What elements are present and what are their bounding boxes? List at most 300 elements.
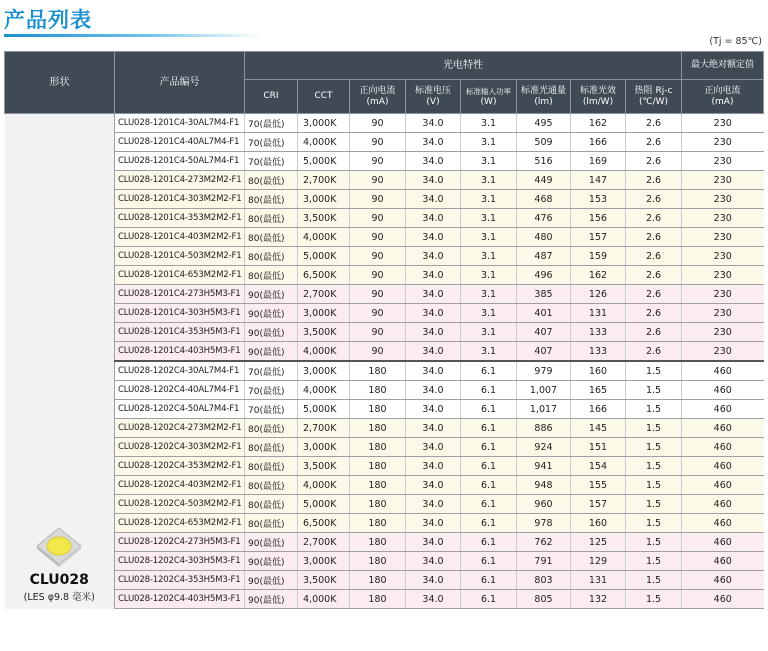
table-row	[5, 285, 764, 304]
power-cell: 6.1	[461, 438, 517, 457]
voltage-cell: 34.0	[406, 323, 461, 342]
page-title: 产品列表	[4, 8, 92, 32]
voltage-cell: 34.0	[406, 342, 461, 362]
cri-cell: 70(最低)	[245, 133, 298, 152]
fwd-current-cell: 90	[350, 323, 406, 342]
thermal-cell: 2.6	[626, 228, 682, 247]
efficacy-cell: 147	[571, 171, 626, 190]
voltage-cell: 34.0	[406, 457, 461, 476]
voltage-cell: 34.0	[406, 514, 461, 533]
efficacy-cell: 156	[571, 209, 626, 228]
max-current-cell: 460	[682, 419, 764, 438]
table-row	[5, 457, 764, 476]
voltage-cell: 34.0	[406, 133, 461, 152]
fwd-current-cell: 180	[350, 533, 406, 552]
cri-cell: 90(最低)	[245, 571, 298, 590]
power-cell: 6.1	[461, 495, 517, 514]
header-flux: 标准光通量 (lm)	[517, 80, 571, 114]
product-no-cell: CLU028-1202C4-40AL7M4-F1	[115, 381, 245, 400]
efficacy-cell: 159	[571, 247, 626, 266]
les-size: (LES φ9.8 毫米)	[23, 591, 95, 603]
voltage-cell: 34.0	[406, 552, 461, 571]
fwd-current-cell: 90	[350, 342, 406, 362]
flux-cell: 924	[517, 438, 571, 457]
header-efficacy: 标准光效 (lm/W)	[571, 80, 626, 114]
cct-cell: 3,000K	[298, 361, 350, 381]
cri-cell: 90(最低)	[245, 590, 298, 609]
fwd-current-cell: 90	[350, 152, 406, 171]
flux-cell: 407	[517, 342, 571, 362]
max-current-cell: 230	[682, 266, 764, 285]
fwd-current-cell: 90	[350, 228, 406, 247]
thermal-cell: 2.6	[626, 304, 682, 323]
product-no-cell: CLU028-1202C4-403H5M3-F1	[115, 590, 245, 609]
cri-cell: 90(最低)	[245, 304, 298, 323]
efficacy-cell: 155	[571, 476, 626, 495]
cct-cell: 3,500K	[298, 323, 350, 342]
thermal-cell: 2.6	[626, 114, 682, 133]
cct-cell: 3,000K	[298, 190, 350, 209]
power-cell: 3.1	[461, 342, 517, 362]
thermal-cell: 2.6	[626, 266, 682, 285]
power-cell: 6.1	[461, 514, 517, 533]
table-row	[5, 419, 764, 438]
efficacy-cell: 157	[571, 495, 626, 514]
product-no-cell: CLU028-1202C4-403M2M2-F1	[115, 476, 245, 495]
cct-cell: 3,000K	[298, 438, 350, 457]
max-current-cell: 230	[682, 323, 764, 342]
cct-cell: 2,700K	[298, 533, 350, 552]
table-row	[5, 590, 764, 609]
efficacy-cell: 157	[571, 228, 626, 247]
header-power: 标准输入功率 (W)	[461, 80, 517, 114]
fwd-current-cell: 90	[350, 209, 406, 228]
header-fwd-current: 正向电流 (mA)	[350, 80, 406, 114]
table-row	[5, 171, 764, 190]
fwd-current-cell: 180	[350, 552, 406, 571]
flux-cell: 495	[517, 114, 571, 133]
max-current-cell: 460	[682, 571, 764, 590]
cct-cell: 5,000K	[298, 400, 350, 419]
fwd-current-cell: 180	[350, 438, 406, 457]
efficacy-cell: 129	[571, 552, 626, 571]
header-cct: CCT	[298, 80, 350, 114]
table-row	[5, 209, 764, 228]
cri-cell: 80(最低)	[245, 247, 298, 266]
cri-cell: 80(最低)	[245, 419, 298, 438]
max-current-cell: 460	[682, 361, 764, 381]
product-no-cell: CLU028-1201C4-403M2M2-F1	[115, 228, 245, 247]
max-current-cell: 230	[682, 228, 764, 247]
cct-cell: 3,000K	[298, 552, 350, 571]
flux-cell: 487	[517, 247, 571, 266]
thermal-cell: 2.6	[626, 133, 682, 152]
efficacy-cell: 126	[571, 285, 626, 304]
voltage-cell: 34.0	[406, 590, 461, 609]
flux-cell: 960	[517, 495, 571, 514]
header-optical-group: 光电特性	[245, 52, 682, 80]
voltage-cell: 34.0	[406, 476, 461, 495]
table-row	[5, 381, 764, 400]
thermal-cell: 2.6	[626, 171, 682, 190]
table-row	[5, 438, 764, 457]
thermal-cell: 1.5	[626, 514, 682, 533]
voltage-cell: 34.0	[406, 571, 461, 590]
thermal-cell: 2.6	[626, 152, 682, 171]
efficacy-cell: 166	[571, 133, 626, 152]
max-current-cell: 460	[682, 438, 764, 457]
cct-cell: 4,000K	[298, 342, 350, 362]
table-body	[5, 114, 764, 609]
fwd-current-cell: 180	[350, 590, 406, 609]
thermal-cell: 1.5	[626, 400, 682, 419]
cri-cell: 80(最低)	[245, 457, 298, 476]
max-current-cell: 460	[682, 457, 764, 476]
cri-cell: 90(最低)	[245, 323, 298, 342]
cri-cell: 70(最低)	[245, 381, 298, 400]
power-cell: 3.1	[461, 152, 517, 171]
product-no-cell: CLU028-1202C4-353M2M2-F1	[115, 457, 245, 476]
thermal-cell: 1.5	[626, 457, 682, 476]
efficacy-cell: 131	[571, 571, 626, 590]
fwd-current-cell: 90	[350, 247, 406, 266]
product-no-cell: CLU028-1201C4-653M2M2-F1	[115, 266, 245, 285]
table-row	[5, 571, 764, 590]
header-max-rating: 最大绝对额定值	[682, 52, 764, 80]
table-row	[5, 552, 764, 571]
product-no-cell: CLU028-1201C4-273M2M2-F1	[115, 171, 245, 190]
table-row	[5, 400, 764, 419]
max-current-cell: 230	[682, 171, 764, 190]
thermal-cell: 2.6	[626, 342, 682, 362]
power-cell: 3.1	[461, 247, 517, 266]
efficacy-cell: 145	[571, 419, 626, 438]
power-cell: 3.1	[461, 171, 517, 190]
voltage-cell: 34.0	[406, 495, 461, 514]
product-no-cell: CLU028-1202C4-503M2M2-F1	[115, 495, 245, 514]
voltage-cell: 34.0	[406, 209, 461, 228]
cri-cell: 80(最低)	[245, 171, 298, 190]
flux-cell: 496	[517, 266, 571, 285]
fwd-current-cell: 180	[350, 419, 406, 438]
cct-cell: 2,700K	[298, 171, 350, 190]
cri-cell: 90(最低)	[245, 533, 298, 552]
table-row	[5, 514, 764, 533]
max-current-cell: 230	[682, 247, 764, 266]
cri-cell: 70(最低)	[245, 152, 298, 171]
power-cell: 6.1	[461, 400, 517, 419]
efficacy-cell: 160	[571, 514, 626, 533]
cct-cell: 3,000K	[298, 304, 350, 323]
power-cell: 6.1	[461, 381, 517, 400]
cri-cell: 80(最低)	[245, 190, 298, 209]
fwd-current-cell: 180	[350, 495, 406, 514]
fwd-current-cell: 90	[350, 266, 406, 285]
cri-cell: 80(最低)	[245, 495, 298, 514]
flux-cell: 1,007	[517, 381, 571, 400]
power-cell: 3.1	[461, 190, 517, 209]
fwd-current-cell: 90	[350, 304, 406, 323]
product-table	[4, 51, 764, 609]
flux-cell: 803	[517, 571, 571, 590]
max-current-cell: 230	[682, 152, 764, 171]
flux-cell: 407	[517, 323, 571, 342]
efficacy-cell: 133	[571, 342, 626, 362]
cob-led-chip-icon	[33, 524, 85, 568]
fwd-current-cell: 180	[350, 400, 406, 419]
thermal-cell: 1.5	[626, 590, 682, 609]
power-cell: 6.1	[461, 457, 517, 476]
fwd-current-cell: 180	[350, 361, 406, 381]
product-no-cell: CLU028-1202C4-273M2M2-F1	[115, 419, 245, 438]
thermal-cell: 2.6	[626, 209, 682, 228]
flux-cell: 480	[517, 228, 571, 247]
product-no-cell: CLU028-1201C4-503M2M2-F1	[115, 247, 245, 266]
efficacy-cell: 169	[571, 152, 626, 171]
cct-cell: 4,000K	[298, 590, 350, 609]
max-current-cell: 230	[682, 114, 764, 133]
fwd-current-cell: 180	[350, 514, 406, 533]
table-row	[5, 266, 764, 285]
fwd-current-cell: 90	[350, 171, 406, 190]
thermal-cell: 2.6	[626, 285, 682, 304]
efficacy-cell: 162	[571, 266, 626, 285]
cct-cell: 5,000K	[298, 152, 350, 171]
voltage-cell: 34.0	[406, 533, 461, 552]
power-cell: 3.1	[461, 228, 517, 247]
max-current-cell: 230	[682, 209, 764, 228]
header-max-current: 正向电流 (mA)	[682, 80, 764, 114]
cct-cell: 4,000K	[298, 381, 350, 400]
fwd-current-cell: 90	[350, 133, 406, 152]
header-product-no: 产品编号	[115, 52, 245, 114]
fwd-current-cell: 90	[350, 114, 406, 133]
flux-cell: 762	[517, 533, 571, 552]
cri-cell: 80(最低)	[245, 209, 298, 228]
cct-cell: 2,700K	[298, 285, 350, 304]
cct-cell: 6,500K	[298, 266, 350, 285]
thermal-cell: 1.5	[626, 361, 682, 381]
power-cell: 6.1	[461, 533, 517, 552]
flux-cell: 509	[517, 133, 571, 152]
test-condition: (Tj = 85℃)	[709, 36, 762, 47]
voltage-cell: 34.0	[406, 419, 461, 438]
product-no-cell: CLU028-1201C4-273H5M3-F1	[115, 285, 245, 304]
table-row	[5, 304, 764, 323]
flux-cell: 941	[517, 457, 571, 476]
efficacy-cell: 151	[571, 438, 626, 457]
efficacy-cell: 131	[571, 304, 626, 323]
power-cell: 3.1	[461, 304, 517, 323]
product-no-cell: CLU028-1201C4-353M2M2-F1	[115, 209, 245, 228]
cri-cell: 80(最低)	[245, 438, 298, 457]
voltage-cell: 34.0	[406, 438, 461, 457]
thermal-cell: 1.5	[626, 438, 682, 457]
product-no-cell: CLU028-1202C4-273H5M3-F1	[115, 533, 245, 552]
product-no-cell: CLU028-1201C4-403H5M3-F1	[115, 342, 245, 362]
header-shape: 形状	[5, 52, 115, 114]
efficacy-cell: 160	[571, 361, 626, 381]
cct-cell: 4,000K	[298, 133, 350, 152]
max-current-cell: 460	[682, 590, 764, 609]
cri-cell: 80(最低)	[245, 228, 298, 247]
cct-cell: 2,700K	[298, 419, 350, 438]
cri-cell: 90(最低)	[245, 552, 298, 571]
efficacy-cell: 166	[571, 400, 626, 419]
max-current-cell: 460	[682, 495, 764, 514]
efficacy-cell: 165	[571, 381, 626, 400]
efficacy-cell: 162	[571, 114, 626, 133]
title-underline	[4, 34, 262, 37]
cri-cell: 70(最低)	[245, 114, 298, 133]
power-cell: 6.1	[461, 590, 517, 609]
table-row	[5, 342, 764, 362]
power-cell: 6.1	[461, 571, 517, 590]
voltage-cell: 34.0	[406, 152, 461, 171]
cri-cell: 80(最低)	[245, 266, 298, 285]
table-row	[5, 190, 764, 209]
power-cell: 6.1	[461, 419, 517, 438]
cct-cell: 3,500K	[298, 457, 350, 476]
shape-cell	[5, 114, 115, 609]
flux-cell: 805	[517, 590, 571, 609]
product-no-cell: CLU028-1202C4-353H5M3-F1	[115, 571, 245, 590]
table-row	[5, 323, 764, 342]
thermal-cell: 2.6	[626, 323, 682, 342]
voltage-cell: 34.0	[406, 114, 461, 133]
thermal-cell: 1.5	[626, 571, 682, 590]
voltage-cell: 34.0	[406, 304, 461, 323]
flux-cell: 401	[517, 304, 571, 323]
product-no-cell: CLU028-1202C4-303M2M2-F1	[115, 438, 245, 457]
max-current-cell: 460	[682, 400, 764, 419]
cct-cell: 4,000K	[298, 476, 350, 495]
power-cell: 3.1	[461, 323, 517, 342]
cri-cell: 80(最低)	[245, 514, 298, 533]
max-current-cell: 230	[682, 190, 764, 209]
cct-cell: 4,000K	[298, 228, 350, 247]
flux-cell: 791	[517, 552, 571, 571]
product-no-cell: CLU028-1201C4-353H5M3-F1	[115, 323, 245, 342]
efficacy-cell: 153	[571, 190, 626, 209]
product-no-cell: CLU028-1201C4-40AL7M4-F1	[115, 133, 245, 152]
thermal-cell: 1.5	[626, 495, 682, 514]
power-cell: 3.1	[461, 133, 517, 152]
header-voltage: 标准电压 (V)	[406, 80, 461, 114]
product-no-cell: CLU028-1201C4-30AL7M4-F1	[115, 114, 245, 133]
flux-cell: 978	[517, 514, 571, 533]
voltage-cell: 34.0	[406, 171, 461, 190]
header-cri: CRI	[245, 80, 298, 114]
power-cell: 3.1	[461, 266, 517, 285]
voltage-cell: 34.0	[406, 266, 461, 285]
power-cell: 3.1	[461, 209, 517, 228]
cct-cell: 3,000K	[298, 114, 350, 133]
thermal-cell: 1.5	[626, 476, 682, 495]
fwd-current-cell: 90	[350, 190, 406, 209]
flux-cell: 468	[517, 190, 571, 209]
cri-cell: 80(最低)	[245, 476, 298, 495]
efficacy-cell: 132	[571, 590, 626, 609]
power-cell: 6.1	[461, 361, 517, 381]
thermal-cell: 1.5	[626, 533, 682, 552]
voltage-cell: 34.0	[406, 285, 461, 304]
cct-cell: 3,500K	[298, 571, 350, 590]
voltage-cell: 34.0	[406, 247, 461, 266]
max-current-cell: 230	[682, 133, 764, 152]
power-cell: 6.1	[461, 476, 517, 495]
max-current-cell: 460	[682, 533, 764, 552]
voltage-cell: 34.0	[406, 228, 461, 247]
thermal-cell: 2.6	[626, 190, 682, 209]
cri-cell: 70(最低)	[245, 361, 298, 381]
flux-cell: 449	[517, 171, 571, 190]
fwd-current-cell: 180	[350, 381, 406, 400]
product-no-cell: CLU028-1202C4-303H5M3-F1	[115, 552, 245, 571]
product-no-cell: CLU028-1201C4-50AL7M4-F1	[115, 152, 245, 171]
fwd-current-cell: 90	[350, 285, 406, 304]
max-current-cell: 230	[682, 342, 764, 362]
max-current-cell: 230	[682, 285, 764, 304]
flux-cell: 948	[517, 476, 571, 495]
voltage-cell: 34.0	[406, 361, 461, 381]
thermal-cell: 1.5	[626, 552, 682, 571]
thermal-cell: 2.6	[626, 247, 682, 266]
power-cell: 3.1	[461, 114, 517, 133]
table-row	[5, 476, 764, 495]
product-no-cell: CLU028-1201C4-303M2M2-F1	[115, 190, 245, 209]
flux-cell: 979	[517, 361, 571, 381]
cct-cell: 5,000K	[298, 495, 350, 514]
header-thermal: 热阻 Rj-c (℃/W)	[626, 80, 682, 114]
table-row	[5, 152, 764, 171]
cri-cell: 90(最低)	[245, 285, 298, 304]
power-cell: 3.1	[461, 285, 517, 304]
efficacy-cell: 154	[571, 457, 626, 476]
product-no-cell: CLU028-1202C4-653M2M2-F1	[115, 514, 245, 533]
cct-cell: 6,500K	[298, 514, 350, 533]
power-cell: 6.1	[461, 552, 517, 571]
cri-cell: 70(最低)	[245, 400, 298, 419]
fwd-current-cell: 180	[350, 476, 406, 495]
product-no-cell: CLU028-1202C4-50AL7M4-F1	[115, 400, 245, 419]
max-current-cell: 460	[682, 552, 764, 571]
thermal-cell: 1.5	[626, 419, 682, 438]
product-no-cell: CLU028-1202C4-30AL7M4-F1	[115, 361, 245, 381]
product-no-cell: CLU028-1201C4-303H5M3-F1	[115, 304, 245, 323]
max-current-cell: 460	[682, 476, 764, 495]
cri-cell: 90(最低)	[245, 342, 298, 362]
thermal-cell: 1.5	[626, 381, 682, 400]
flux-cell: 516	[517, 152, 571, 171]
table-row	[5, 495, 764, 514]
efficacy-cell: 133	[571, 323, 626, 342]
fwd-current-cell: 180	[350, 571, 406, 590]
cct-cell: 5,000K	[298, 247, 350, 266]
max-current-cell: 460	[682, 514, 764, 533]
voltage-cell: 34.0	[406, 381, 461, 400]
flux-cell: 476	[517, 209, 571, 228]
flux-cell: 886	[517, 419, 571, 438]
flux-cell: 1,017	[517, 400, 571, 419]
max-current-cell: 460	[682, 381, 764, 400]
table-row	[5, 361, 764, 381]
efficacy-cell: 125	[571, 533, 626, 552]
table-row	[5, 114, 764, 133]
voltage-cell: 34.0	[406, 400, 461, 419]
table-row	[5, 533, 764, 552]
table-row	[5, 247, 764, 266]
